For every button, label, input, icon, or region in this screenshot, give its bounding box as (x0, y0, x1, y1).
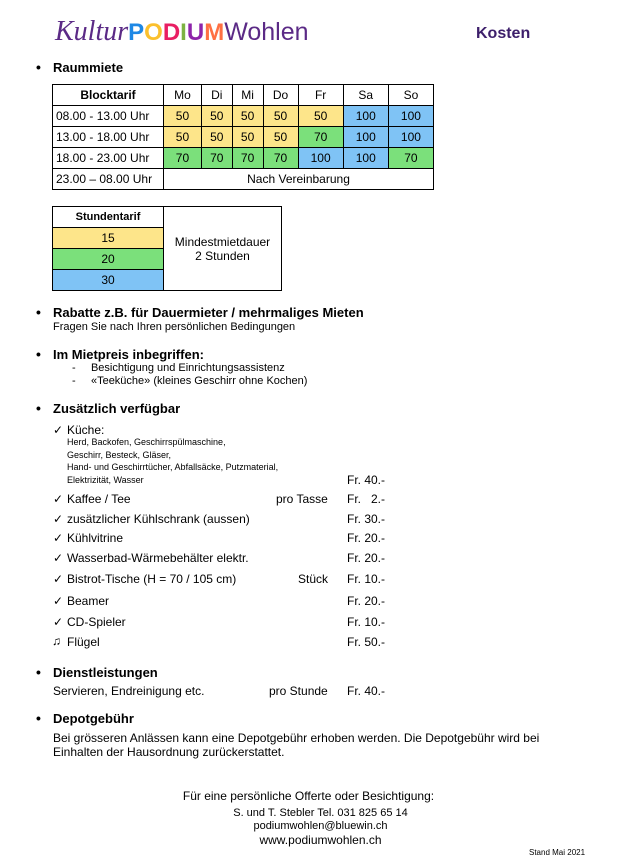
item-price: Fr. 20.- (347, 594, 386, 608)
time-cell: 23.00 – 08.00 Uhr (53, 169, 164, 190)
footer-email: podiumwohlen@bluewin.ch (253, 820, 388, 832)
price-cell: 100 (388, 106, 433, 127)
logo-podium (128, 19, 224, 46)
dienstleistung-price: Fr. 40.- (347, 684, 386, 698)
list-item-text: Besichtigung und Einrichtungsassistenz (90, 362, 285, 374)
item-price: Fr. 20.- (347, 531, 386, 545)
kueche-label: ✓ Küche: (67, 423, 104, 437)
item-label: ✓ zusätzlicher Kühlschrank (aussen) (67, 512, 250, 526)
detail-line: Hand- und Geschirrtücher, Abfallsäcke, Putzmaterial, (67, 462, 279, 472)
rabatte-text: Fragen Sie nach Ihren persönlichen Bedingungen (53, 321, 296, 333)
item-price: Fr. 10.- (347, 572, 386, 586)
logo-wohlen: Wohlen (224, 18, 309, 46)
column-header: Mi (232, 85, 263, 106)
detail-line: Geschirr, Besteck, Gläser, (67, 449, 172, 460)
logo-letter: O (144, 19, 163, 46)
stundentarif-table (52, 206, 282, 291)
item-price: Fr. 10.- (347, 615, 386, 629)
item-unit: Stück (298, 572, 329, 586)
kueche-details (67, 436, 278, 486)
note-line: Mindestmietdauer (174, 234, 271, 249)
rate-cell: 20 (53, 249, 164, 270)
time-cell: 18.00 - 23.00 Uhr (53, 148, 164, 169)
column-header: Do (263, 85, 298, 106)
list-item-text: «Teeküche» (kleines Geschirr ohne Kochen) (90, 375, 308, 387)
rate-cell: 15 (53, 228, 164, 249)
detail-line: Herd, Backofen, Geschirrspülmaschine, (67, 437, 226, 447)
price-cell: 100 (343, 106, 388, 127)
logo-letter: D (162, 19, 181, 46)
column-header: Sa (343, 85, 388, 106)
table-header-row (53, 85, 434, 106)
item-price: Fr. 2.- (347, 492, 386, 506)
item-label: ✓ CD-Spieler (67, 615, 126, 629)
logo-kultur: Kultur (55, 16, 129, 47)
price-cell: 70 (298, 127, 343, 148)
price-cell: 50 (263, 106, 298, 127)
price-cell: 100 (343, 148, 388, 169)
footer-intro: Für eine persönliche Offerte oder Besichtigung: (182, 789, 435, 803)
blocktarif-table (52, 84, 434, 190)
note-line: 2 Stunden (195, 248, 250, 263)
footer-website: www.podiumwohlen.ch (259, 833, 382, 847)
section-heading-dienstleistungen: • Dienstleistungen (53, 665, 158, 680)
table-row (53, 169, 434, 190)
column-header: Di (201, 85, 232, 106)
table-row (53, 127, 434, 148)
time-cell: 13.00 - 18.00 Uhr (53, 127, 164, 148)
mindestmietdauer-cell (164, 207, 282, 291)
price-cell: 70 (263, 148, 298, 169)
section-heading-inbegriffen: • Im Mietpreis inbegriffen: (53, 347, 204, 362)
item-label: Flügel (67, 635, 100, 649)
detail-line: Elektrizität, Wasser (67, 474, 144, 485)
price-cell: 50 (232, 127, 263, 148)
depot-text-line: Einhalten der Hausordnung zurückerstattet. (53, 745, 285, 759)
list-item: - «Teeküche» (kleines Geschirr ohne Kochen) (72, 375, 308, 387)
price-cell: 50 (164, 106, 202, 127)
price-cell: 50 (201, 127, 232, 148)
price-cell: 50 (263, 127, 298, 148)
item-unit: pro Tasse (276, 492, 328, 506)
price-cell: 100 (343, 127, 388, 148)
page-title: Kosten (476, 25, 531, 42)
logo-letter: I (180, 19, 187, 46)
logo-letter: P (128, 19, 145, 46)
column-header: Mo (164, 85, 202, 106)
note-cell: Nach Vereinbarung (164, 169, 434, 190)
kueche-price: Fr. 40.- (347, 473, 386, 487)
footer-contact: S. und T. Stebler Tel. 031 825 65 14 (233, 807, 408, 819)
section-heading-rabatte: • Rabatte z.B. für Dauermieter / mehrmaliges Mieten (53, 305, 364, 320)
depot-text-line: Bei grösseren Anlässen kann eine Depotgebühr erhoben werden. Die Depotgebühr wird bei (53, 731, 540, 745)
price-cell: 70 (388, 148, 433, 169)
table-row (53, 148, 434, 169)
item-label: ✓ Bistrot-Tische (H = 70 / 105 cm) (67, 572, 236, 586)
item-label: ✓ Kühlvitrine (67, 531, 123, 545)
time-cell: 08.00 - 13.00 Uhr (53, 106, 164, 127)
price-cell: 100 (298, 148, 343, 169)
item-label: ✓ Beamer (67, 594, 109, 608)
logo-letter: M (204, 19, 225, 46)
price-cell: 70 (232, 148, 263, 169)
column-header: So (388, 85, 433, 106)
dienstleistung-label: Servieren, Endreinigung etc. (53, 684, 205, 698)
price-cell: 70 (164, 148, 202, 169)
item-label: ✓ Kaffee / Tee (67, 492, 131, 506)
column-header: Blocktarif (53, 85, 164, 106)
dienstleistung-unit: pro Stunde (269, 684, 328, 698)
price-cell: 100 (388, 127, 433, 148)
item-price: Fr. 20.- (347, 551, 386, 565)
price-cell: 50 (201, 106, 232, 127)
section-heading-raummiete: • Raummiete (53, 60, 123, 75)
list-item: - Besichtigung und Einrichtungsassistenz (72, 362, 285, 374)
table-row (53, 106, 434, 127)
logo (55, 16, 309, 48)
column-header: Stundentarif (53, 207, 164, 228)
stand-date: Stand Mai 2021 (529, 848, 586, 857)
item-price: Fr. 30.- (347, 512, 386, 526)
column-header: Fr (298, 85, 343, 106)
price-cell: 70 (201, 148, 232, 169)
item-label: ✓ Wasserbad-Wärmebehälter elektr. (67, 551, 249, 565)
section-heading-zusaetzlich: • Zusätzlich verfügbar (53, 401, 180, 416)
price-cell: 50 (232, 106, 263, 127)
section-heading-depot: • Depotgebühr (53, 711, 134, 726)
logo-letter: U (186, 19, 205, 46)
item-price: Fr. 50.- (347, 635, 386, 649)
music-note-icon: ♫ (52, 634, 61, 648)
price-cell: 50 (164, 127, 202, 148)
price-cell: 50 (298, 106, 343, 127)
rate-cell: 30 (53, 270, 164, 291)
